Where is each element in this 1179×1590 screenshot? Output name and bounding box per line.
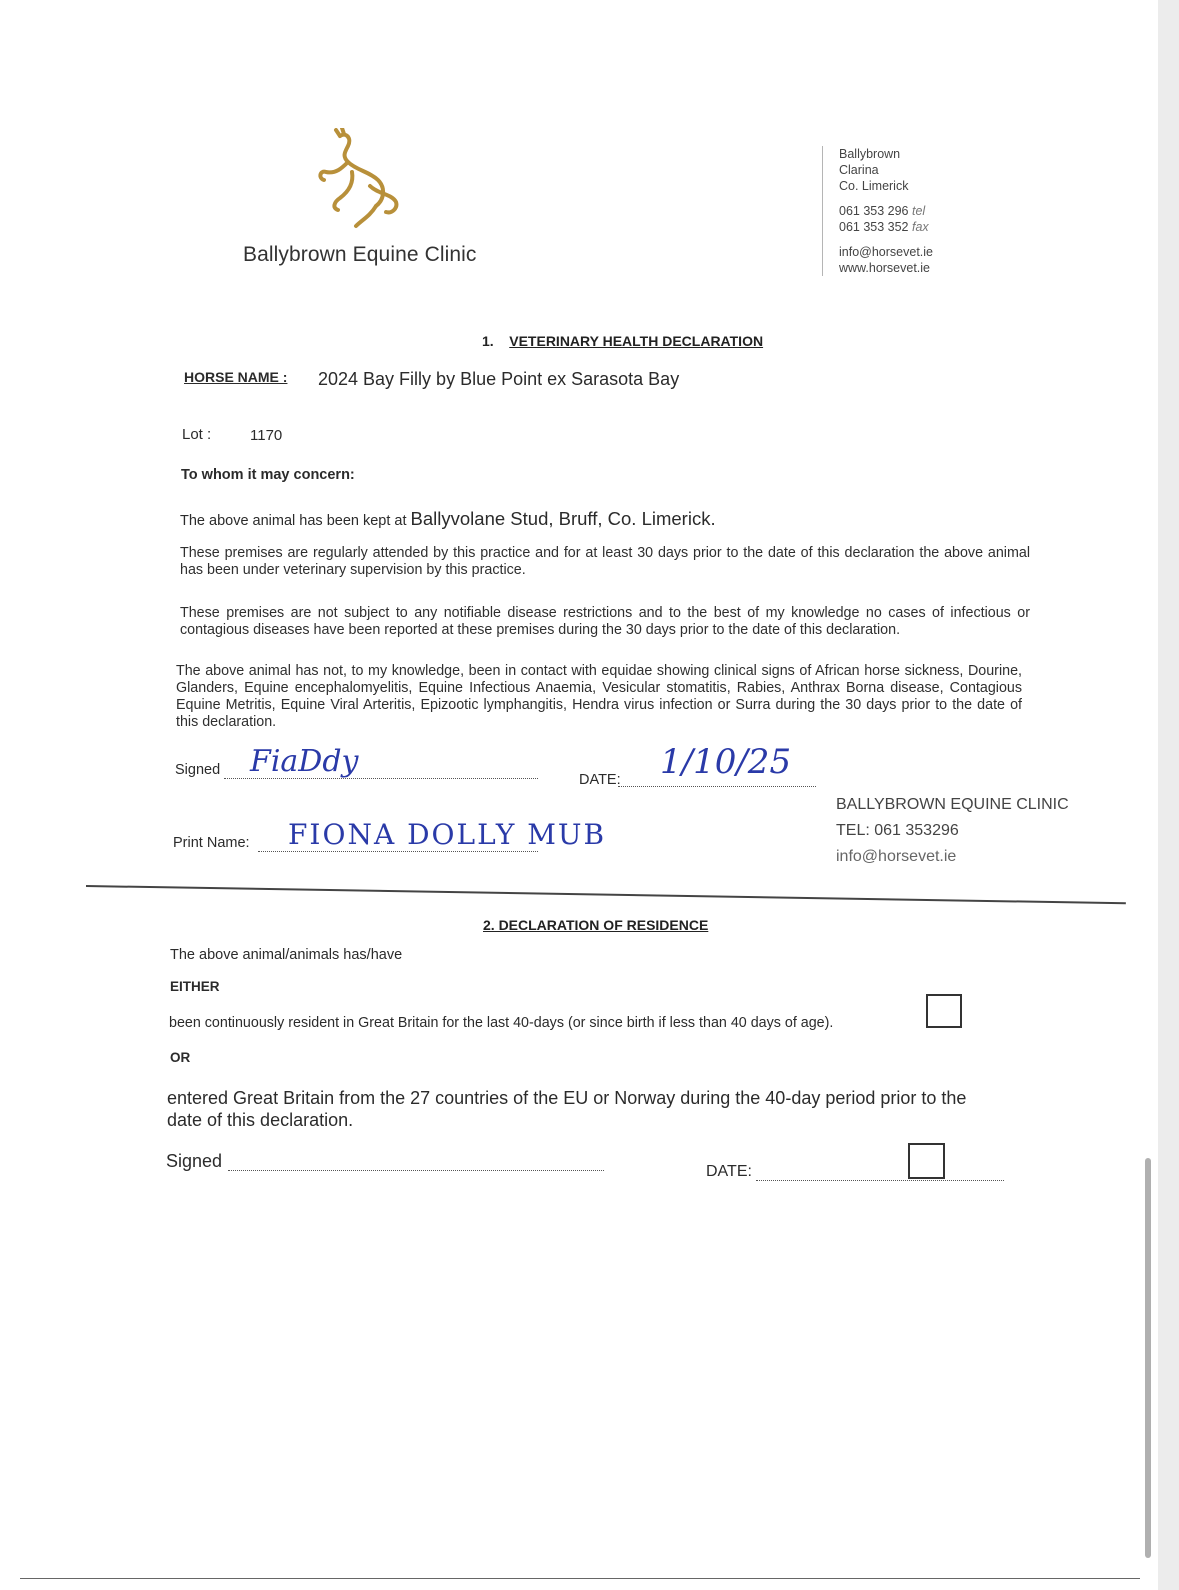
signed-label-2: Signed bbox=[166, 1151, 223, 1171]
horse-name-label: HORSE NAME : bbox=[184, 369, 288, 385]
bottom-rule bbox=[20, 1578, 1140, 1579]
horse-logo-icon bbox=[312, 128, 402, 238]
either-label: EITHER bbox=[170, 979, 220, 994]
option2-checkbox[interactable] bbox=[908, 1143, 945, 1179]
clinic-address-block bbox=[822, 146, 933, 276]
clinic-email: info@horsevet.ie bbox=[839, 245, 933, 259]
declaration-paragraph-1: These premises are regularly attended by this practice and for at least 30 days prior to the date of this declaration the above animal has been under veterinary supervision by this practice. bbox=[180, 545, 1030, 578]
salutation: To whom it may concern: bbox=[181, 467, 355, 483]
address-line-3: Co. Limerick bbox=[839, 179, 909, 193]
residence-intro: The above animal/animals has/have bbox=[170, 947, 403, 963]
kept-at-premises: Ballyvolane Stud, Bruff, Co. Limerick. bbox=[410, 508, 716, 529]
horse-name-value: 2024 Bay Filly by Blue Point ex Sarasota Bay bbox=[318, 369, 680, 389]
date-line-2[interactable] bbox=[756, 1180, 1004, 1181]
declaration-paragraph-2: These premises are not subject to any notifiable disease restrictions and to the best of my knowledge no cases of infectious or contagious diseases have been reported at these premises during the 30 days prior to the date of this declaration. bbox=[180, 605, 1030, 638]
handwritten-signature: FiaDdy bbox=[250, 744, 359, 779]
option2-text: entered Great Britain from the 27 countries of the EU or Norway during the 40-day period prior to the date of this declaration. bbox=[167, 1088, 967, 1130]
date-line-1 bbox=[618, 786, 816, 787]
clinic-website: www.horsevet.ie bbox=[839, 261, 931, 275]
clinic-tel: 061 353 296 tel bbox=[839, 204, 926, 218]
section1-title: 1. VETERINARY HEALTH DECLARATION bbox=[482, 333, 764, 349]
print-name-label: Print Name: bbox=[173, 835, 250, 851]
section-divider bbox=[86, 885, 1126, 904]
signature-line-2[interactable] bbox=[228, 1170, 604, 1171]
clinic-fax: 061 353 352 fax bbox=[839, 220, 929, 234]
kept-at-line: The above animal has been kept at Ballyvolane Stud, Bruff, Co. Limerick. bbox=[180, 508, 716, 529]
clinic-name: Ballybrown Equine Clinic bbox=[243, 243, 477, 266]
option1-checkbox[interactable] bbox=[926, 994, 962, 1028]
date-label-1: DATE: bbox=[579, 772, 621, 788]
stamp-line-3: info@horsevet.ie bbox=[836, 848, 957, 865]
handwritten-date: 1/10/25 bbox=[660, 742, 792, 782]
handwritten-print-name: FIONA DOLLY MUB bbox=[288, 818, 607, 851]
address-line-2: Clarina bbox=[839, 163, 879, 177]
lot-value: 1170 bbox=[250, 427, 283, 444]
stamp-line-2: TEL: 061 353296 bbox=[836, 822, 959, 839]
page-edge bbox=[1158, 0, 1179, 1590]
signed-label-1: Signed bbox=[175, 762, 221, 778]
stamp-line-1: BALLYBROWN EQUINE CLINIC bbox=[836, 796, 1069, 813]
date-label-2: DATE: bbox=[706, 1163, 752, 1180]
lot-label: Lot : bbox=[182, 426, 212, 443]
print-name-line bbox=[258, 851, 538, 852]
address-line-1: Ballybrown bbox=[839, 147, 901, 161]
clinic-stamp bbox=[836, 792, 1069, 870]
section2-title: 2. DECLARATION OF RESIDENCE bbox=[483, 917, 709, 933]
scrollbar-thumb[interactable] bbox=[1145, 1158, 1151, 1558]
declaration-paragraph-3: The above animal has not, to my knowledge, been in contact with equidae showing clinical signs of African horse sickness, Dourine, Glanders, Equine encephalomyelitis, Equine Infectious Anaemia, Vesicular stomatitis, Rabies, Anthrax Borna disease, Contagious Equine Metritis, Equine Viral Arteritis, Epizootic lymphangitis, Hendra virus infection or Surra during the 30 days prior to the date of this declaration. bbox=[176, 663, 1022, 730]
option1-text: been continuously resident in Great Britain for the last 40-days (or since birth if less than 40 days of age). bbox=[169, 1015, 834, 1031]
or-label: OR bbox=[170, 1050, 191, 1065]
